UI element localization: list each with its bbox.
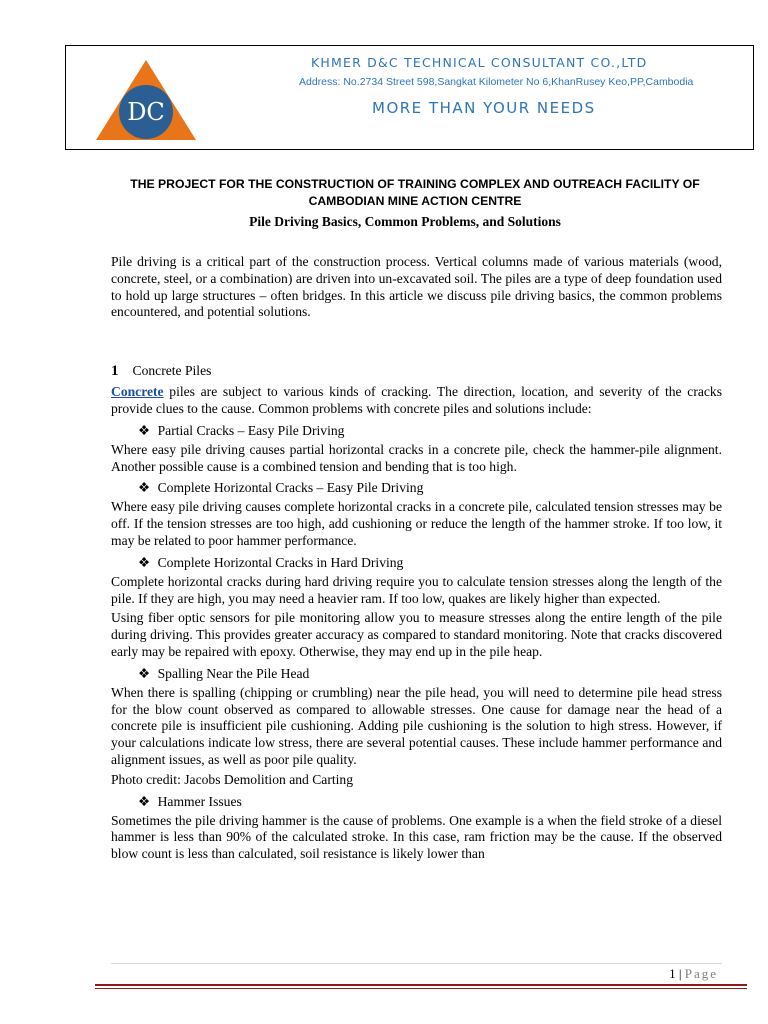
footer-rule [95, 988, 747, 989]
bullet-heading [111, 554, 722, 571]
section-heading [111, 362, 722, 380]
paragraph: Using fiber optic sensors for pile monitoring allow you to measure stresses along the entire length of the pile during driving. This provides greater accuracy as compared to standard monitoring. Note that cracks discovered early may be repaired with epoxy. Otherwise, they may end up in the pile heap. [111, 610, 722, 659]
diamond-bullet-icon: ❖ [138, 480, 151, 496]
section-title: Concrete Piles [132, 363, 212, 379]
letterhead [65, 45, 754, 150]
page-footer [669, 966, 718, 982]
footer-rule [95, 984, 747, 986]
bullet-text: Hammer Issues [157, 793, 242, 809]
company-logo [94, 58, 198, 142]
paragraph: Complete horizontal cracks during hard driving require you to calculate tension stresses along the length of the pile. If they are high, you may need a heavier ram. If too low, quakes are likely higher than expected. [111, 573, 722, 606]
bullet-heading [111, 422, 722, 439]
paragraph: When there is spalling (chipping or crumbling) near the pile head, you will need to determine pile head stress for the blow count observed as compared to allowable stresses. One cause for damage near the head of a concrete pile is insufficient pile cushioning. Adding pile cushioning is the solution to high stress. However, if your calculations indicate low stress, there are several potential causes. These include hammer performance and alignment issues, as well as poor pile quality. [111, 684, 722, 767]
intro-paragraph: Pile driving is a critical part of the construction process. Vertical columns made of various materials (wood, concrete, steel, or a combination) are driven into un-excavated soil. The piles are a type of deep foundation used to hold up large structures – often bridges. In this article we discuss pile driving basics, the common problems encountered, and potential solutions. [111, 254, 722, 320]
bullet-text: Spalling Near the Pile Head [157, 665, 310, 681]
diamond-bullet-icon: ❖ [138, 422, 151, 438]
footer-divider [111, 963, 722, 964]
diamond-bullet-icon: ❖ [138, 554, 151, 570]
diamond-bullet-icon: ❖ [138, 665, 151, 681]
page-number: 1 [669, 966, 676, 981]
section-intro-text: piles are subject to various kinds of cracking. The direction, location, and severity of the cracks provide clues to the cause. Common problems with concrete piles and solutions include: [111, 384, 722, 416]
company-tagline: MORE THAN YOUR NEEDS [372, 99, 596, 117]
paragraph: Sometimes the pile driving hammer is the cause of problems. One example is a when the field stroke of a diesel hammer is less than 90% of the calculated stroke. In this case, ram friction may be the cause. If the observed blow count is less than calculated, soil resistance is likely lower than [111, 812, 722, 862]
concrete-link[interactable]: Concrete [111, 384, 164, 400]
bullet-heading [111, 793, 722, 810]
bullet-heading [111, 479, 722, 496]
company-name: KHMER D&C TECHNICAL CONSULTANT CO.,LTD [311, 55, 648, 70]
document-subtitle: Pile Driving Basics, Common Problems, and Solutions [249, 214, 561, 229]
bullet-text: Complete Horizontal Cracks in Hard Driving [157, 554, 404, 570]
paragraph: Where easy pile driving causes complete horizontal cracks in a concrete pile, calculated tension stresses may be off. If the tension stresses are too high, add cushioning or reduce the length of the hammer stroke. If too low, it may be related to poor hammer performance. [111, 499, 722, 548]
paragraph: Where easy pile driving causes partial horizontal cracks in a concrete pile, check the hammer-pile alignment. Another possible cause is a combined tension and bending that is too high. [111, 441, 722, 474]
company-address: Address: No.2734 Street 598,Sangkat Kilometer No 6,KhanRusey Keo,PP,Cambodia [299, 76, 694, 88]
section-number: 1 [111, 363, 119, 380]
page-separator: | [675, 966, 685, 981]
bullet-text: Partial Cracks – Easy Pile Driving [157, 422, 345, 438]
page-label: Page [684, 966, 718, 981]
document-body [111, 254, 722, 863]
logo-lettering: DC [127, 98, 165, 126]
bullet-text: Complete Horizontal Cracks – Easy Pile Driving [157, 480, 424, 496]
section-intro [111, 384, 722, 418]
photo-credit: Photo credit: Jacobs Demolition and Carting [111, 771, 354, 787]
project-title: THE PROJECT FOR THE CONSTRUCTION OF TRAINING COMPLEX AND OUTREACH FACILITY OF CAMBODIAN MINE ACTION CENTRE [130, 177, 700, 208]
bullet-heading [111, 665, 722, 682]
diamond-bullet-icon: ❖ [138, 793, 151, 809]
